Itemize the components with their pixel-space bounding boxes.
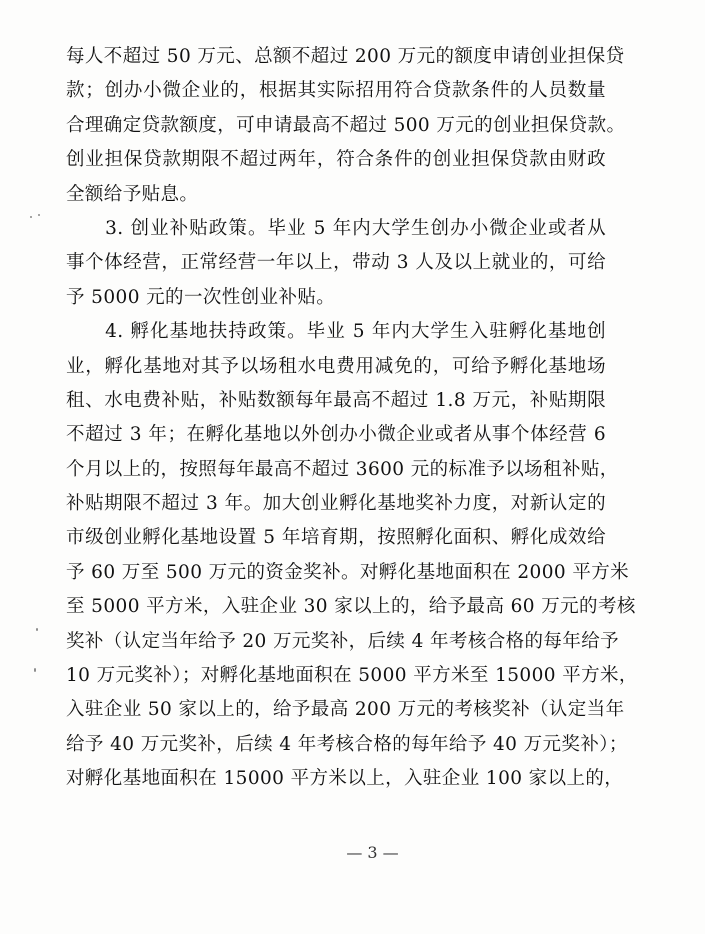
page-number: — 3 —: [346, 843, 399, 862]
text-line: 每人不超过 50 万元、总额不超过 200 万元的额度申请创业担保贷: [66, 46, 625, 67]
text-line: 款；创办小微企业的，根据其实际招用符合贷款条件的人员数量: [66, 80, 606, 102]
text-line: 补贴期限不超过 3 年。加大创业孵化基地奖补力度，对新认定的: [66, 493, 606, 515]
text-line: 对孵化基地面积在 15000 平方米以上，入驻企业 100 家以上的，: [66, 768, 624, 790]
text-line: 市级创业孵化基地设置 5 年培育期，按照孵化面积、孵化成效给: [66, 527, 606, 549]
scan-speck: [30, 216, 32, 218]
text-line: 10 万元奖补）；对孵化基地面积在 5000 平方米至 15000 平方米，: [66, 665, 638, 687]
scan-speck: [34, 668, 36, 672]
text-line: 3. 创业补贴政策。毕业 5 年内大学生创办小微企业或者从: [66, 217, 606, 239]
text-line: 不超过 3 年；在孵化基地以外创办小微企业或者从事个体经营 6: [66, 424, 606, 446]
text-line: 创业担保贷款期限不超过两年，符合条件的创业担保贷款由财政: [66, 149, 606, 171]
text-line: 予 60 万至 500 万元的资金奖补。对孵化基地面积在 2000 平方米: [66, 561, 630, 583]
text-line: 全额给予贴息。: [66, 183, 199, 205]
text-line: 业，孵化基地对其予以场租水电费用减免的，可给予孵化基地场: [66, 355, 606, 377]
text-line: 合理确定贷款额度，可申请最高不超过 500 万元的创业担保贷款。: [66, 114, 626, 136]
text-line: 4. 孵化基地扶持政策。毕业 5 年内大学生入驻孵化基地创: [66, 321, 606, 343]
text-line: 事个体经营，正常经营一年以上，带动 3 人及以上就业的，可给: [66, 252, 606, 274]
text-line: 奖补（认定当年给予 20 万元奖补，后续 4 年考核合格的每年给予: [66, 630, 620, 652]
scan-speck: [36, 628, 38, 631]
scan-speck: [38, 214, 40, 216]
text-line: 至 5000 平方米，入驻企业 30 家以上的，给予最高 60 万元的考核: [66, 596, 636, 618]
text-line: 个月以上的，按照每年最高不超过 3600 元的标准予以场租补贴，: [66, 458, 619, 480]
body-text: [66, 40, 638, 797]
text-line: 给予 40 万元奖补，后续 4 年考核合格的每年给予 40 万元奖补）；: [66, 733, 628, 755]
text-line: 予 5000 元的一次性创业补贴。: [66, 286, 336, 308]
text-line: 入驻企业 50 家以上的，给予最高 200 万元的考核奖补（认定当年: [66, 699, 625, 721]
text-line: 租、水电费补贴，补贴数额每年最高不超过 1.8 万元，补贴期限: [66, 389, 606, 411]
